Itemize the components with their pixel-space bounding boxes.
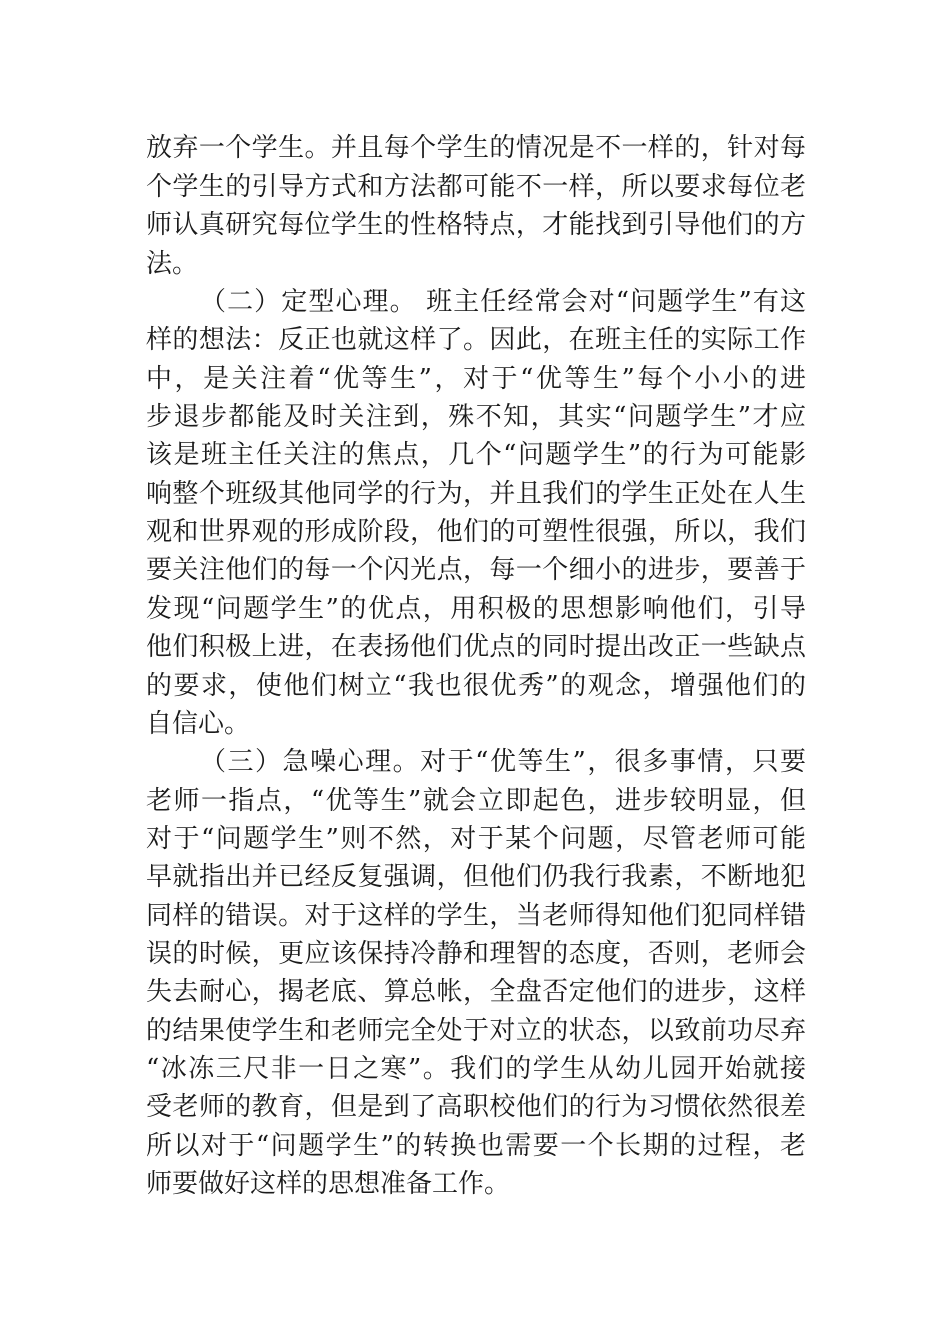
text-line: 师认真研究每位学生的性格特点，才能找到引导他们的方 <box>146 210 806 240</box>
text-line: 他们积极上进，在表扬他们优点的同时提出改正一些缺点 <box>146 632 806 662</box>
text-line: 步退步都能及时关注到，殊不知，其实“问题学生”才应 <box>146 402 806 432</box>
text-line: 中，是关注着“优等生”，对于“优等生”每个小小的进 <box>146 364 806 394</box>
text-line: 自信心。 <box>146 709 251 739</box>
text-line: 师要做好这样的思想准备工作。 <box>146 1169 511 1199</box>
text-line: 该是班主任关注的焦点，几个“问题学生”的行为可能影 <box>146 440 806 470</box>
text-line: “冰冻三尺非一日之寒”。我们的学生从幼儿园开始就接 <box>146 1054 806 1084</box>
text-line: 受老师的教育，但是到了高职校他们的行为习惯依然很差 <box>146 1092 806 1122</box>
text-line: 对于“问题学生”则不然，对于某个问题，尽管老师可能 <box>146 824 806 854</box>
text-line: 的要求，使他们树立“我也很优秀”的观念，增强他们的 <box>146 671 806 701</box>
text-line: 的结果使学生和老师完全处于对立的状态，以致前功尽弃 <box>146 1016 806 1046</box>
text-line: 失去耐心，揭老底、算总帐，全盘否定他们的进步，这样 <box>146 977 806 1007</box>
text-line: 早就指出并已经反复强调，但他们仍我行我素，不断地犯 <box>146 862 806 892</box>
text-line: 老师一指点，“优等生”就会立即起色，进步较明显，但 <box>146 786 806 816</box>
text-line: 同样的错误。对于这样的学生，当老师得知他们犯同样错 <box>146 901 806 931</box>
text-line: 个学生的引导方式和方法都可能不一样，所以要求每位老 <box>146 172 806 202</box>
text-line: 发现“问题学生”的优点，用积极的思想影响他们，引导 <box>146 594 806 624</box>
text-line: 放弃一个学生。并且每个学生的情况是不一样的，针对每 <box>146 133 806 163</box>
text-line: 法。 <box>146 249 199 279</box>
text-line: 响整个班级其他同学的行为，并且我们的学生正处在人生 <box>146 479 806 509</box>
text-line: 误的时候，更应该保持冷静和理智的态度，否则，老师会 <box>146 939 806 969</box>
text-line: 所以对于“问题学生”的转换也需要一个长期的过程，老 <box>146 1131 806 1161</box>
paragraph-heading-line: （二）定型心理。 班主任经常会对“问题学生”有这 <box>200 287 806 317</box>
text-line: 样的想法：反正也就这样了。因此，在班主任的实际工作 <box>146 325 806 355</box>
text-line: 要关注他们的每一个闪光点，每一个细小的进步，要善于 <box>146 555 806 585</box>
text-line: 观和世界观的形成阶段，他们的可塑性很强，所以，我们 <box>146 517 806 547</box>
paragraph-heading-line: （三）急噪心理。对于“优等生”，很多事情，只要 <box>200 747 806 777</box>
